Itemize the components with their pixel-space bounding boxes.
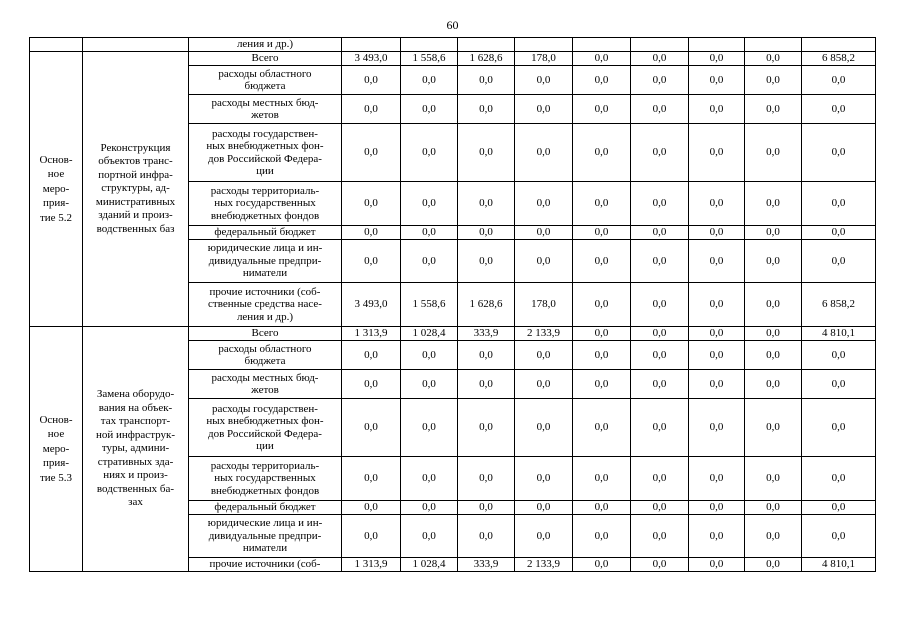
table-row	[30, 327, 876, 341]
value-cell: 1 028,4	[401, 327, 458, 341]
value-cell: 0,0	[689, 283, 745, 327]
source-cell: расходы местных бюд- жетов	[189, 370, 342, 399]
value-cell: 0,0	[745, 515, 802, 558]
value-cell: 0,0	[401, 341, 458, 370]
description-cell: Реконструкция объектов транс- портной инфра- структуры, ад- министративных зданий и произ- водственных баз	[83, 52, 189, 327]
value-cell: 0,0	[802, 182, 876, 226]
value-cell: 0,0	[631, 457, 689, 501]
value-cell: 0,0	[515, 240, 573, 283]
value-cell: 0,0	[401, 399, 458, 457]
value-cell: 0,0	[631, 501, 689, 515]
value-cell: 0,0	[745, 501, 802, 515]
value-cell: 0,0	[689, 501, 745, 515]
value-cell: 0,0	[689, 399, 745, 457]
value-cell: 0,0	[802, 95, 876, 124]
value-cell: 0,0	[401, 370, 458, 399]
value-cell: 1 028,4	[401, 558, 458, 572]
table-row	[30, 52, 876, 66]
value-cell: 0,0	[342, 457, 401, 501]
value-cell: 0,0	[689, 341, 745, 370]
value-cell: 0,0	[802, 66, 876, 95]
value-cell: 0,0	[745, 52, 802, 66]
value-cell: 1 558,6	[401, 283, 458, 327]
value-cell: 0,0	[802, 226, 876, 240]
value-cell	[802, 38, 876, 52]
source-cell: прочие источники (соб-	[189, 558, 342, 572]
value-cell: 0,0	[515, 399, 573, 457]
source-cell: федеральный бюджет	[189, 501, 342, 515]
value-cell: 0,0	[745, 66, 802, 95]
value-cell: 0,0	[745, 283, 802, 327]
value-cell: 0,0	[631, 95, 689, 124]
value-cell: 178,0	[515, 283, 573, 327]
value-cell: 0,0	[458, 124, 515, 182]
value-cell: 0,0	[573, 182, 631, 226]
value-cell: 0,0	[573, 341, 631, 370]
value-cell: 0,0	[631, 182, 689, 226]
value-cell: 0,0	[802, 515, 876, 558]
table-row	[30, 38, 876, 52]
value-cell: 0,0	[573, 66, 631, 95]
source-cell: Всего	[189, 327, 342, 341]
value-cell: 0,0	[342, 124, 401, 182]
value-cell: 0,0	[401, 457, 458, 501]
value-cell: 0,0	[802, 124, 876, 182]
value-cell	[745, 38, 802, 52]
source-cell: Всего	[189, 52, 342, 66]
value-cell: 0,0	[401, 95, 458, 124]
source-cell: ления и др.)	[189, 38, 342, 52]
value-cell: 0,0	[515, 501, 573, 515]
value-cell: 0,0	[631, 240, 689, 283]
value-cell: 4 810,1	[802, 327, 876, 341]
description-cell: Замена оборудо- вания на объек- тах транспорт- ной инфраструк- туры, админи- стративных зда- ниях и произ- водственных ба- зах	[83, 327, 189, 572]
value-cell: 0,0	[689, 370, 745, 399]
value-cell: 0,0	[458, 515, 515, 558]
value-cell: 0,0	[573, 240, 631, 283]
value-cell: 0,0	[342, 226, 401, 240]
value-cell: 0,0	[573, 124, 631, 182]
value-cell: 0,0	[689, 515, 745, 558]
value-cell: 0,0	[689, 66, 745, 95]
event-cell	[30, 38, 83, 52]
value-cell: 0,0	[631, 283, 689, 327]
value-cell: 0,0	[689, 327, 745, 341]
value-cell: 0,0	[573, 370, 631, 399]
value-cell: 1 628,6	[458, 283, 515, 327]
value-cell: 0,0	[802, 240, 876, 283]
value-cell: 0,0	[745, 370, 802, 399]
value-cell: 0,0	[342, 515, 401, 558]
funding-table	[29, 37, 876, 572]
value-cell: 2 133,9	[515, 558, 573, 572]
value-cell: 0,0	[458, 95, 515, 124]
value-cell: 1 313,9	[342, 327, 401, 341]
value-cell: 1 558,6	[401, 52, 458, 66]
value-cell	[458, 38, 515, 52]
value-cell: 0,0	[573, 558, 631, 572]
value-cell: 0,0	[745, 124, 802, 182]
value-cell: 1 628,6	[458, 52, 515, 66]
value-cell: 0,0	[745, 558, 802, 572]
value-cell: 0,0	[631, 341, 689, 370]
value-cell: 0,0	[342, 182, 401, 226]
value-cell: 0,0	[631, 124, 689, 182]
value-cell: 0,0	[689, 52, 745, 66]
value-cell: 333,9	[458, 558, 515, 572]
value-cell: 0,0	[631, 558, 689, 572]
value-cell: 0,0	[573, 95, 631, 124]
value-cell: 0,0	[573, 501, 631, 515]
value-cell: 0,0	[342, 370, 401, 399]
value-cell: 4 810,1	[802, 558, 876, 572]
source-cell: расходы территориаль- ных государственных внебюджетных фондов	[189, 182, 342, 226]
value-cell: 0,0	[458, 370, 515, 399]
value-cell: 0,0	[515, 66, 573, 95]
value-cell: 0,0	[573, 52, 631, 66]
value-cell: 0,0	[458, 66, 515, 95]
value-cell: 0,0	[401, 66, 458, 95]
value-cell: 0,0	[342, 66, 401, 95]
value-cell: 0,0	[515, 457, 573, 501]
value-cell: 0,0	[342, 341, 401, 370]
value-cell: 0,0	[458, 182, 515, 226]
value-cell: 0,0	[745, 182, 802, 226]
value-cell: 0,0	[401, 515, 458, 558]
value-cell: 0,0	[342, 95, 401, 124]
value-cell: 0,0	[458, 457, 515, 501]
value-cell	[631, 38, 689, 52]
value-cell: 0,0	[458, 240, 515, 283]
source-cell: расходы областного бюджета	[189, 66, 342, 95]
value-cell: 0,0	[401, 501, 458, 515]
source-cell: расходы областного бюджета	[189, 341, 342, 370]
source-cell: федеральный бюджет	[189, 226, 342, 240]
value-cell: 0,0	[745, 399, 802, 457]
value-cell: 0,0	[342, 240, 401, 283]
value-cell: 0,0	[745, 327, 802, 341]
value-cell: 3 493,0	[342, 283, 401, 327]
value-cell: 0,0	[689, 240, 745, 283]
value-cell	[342, 38, 401, 52]
source-cell: расходы территориаль- ных государственных внебюджетных фондов	[189, 457, 342, 501]
value-cell: 0,0	[631, 52, 689, 66]
value-cell: 6 858,2	[802, 52, 876, 66]
event-cell: Основ- ное меро- прия- тие 5.2	[30, 52, 83, 327]
value-cell: 0,0	[802, 457, 876, 501]
value-cell: 0,0	[745, 95, 802, 124]
value-cell: 0,0	[802, 370, 876, 399]
value-cell: 0,0	[689, 226, 745, 240]
value-cell: 1 313,9	[342, 558, 401, 572]
value-cell: 0,0	[745, 226, 802, 240]
value-cell	[689, 38, 745, 52]
value-cell: 0,0	[745, 457, 802, 501]
value-cell: 0,0	[573, 515, 631, 558]
value-cell: 0,0	[745, 240, 802, 283]
value-cell	[401, 38, 458, 52]
description-cell	[83, 38, 189, 52]
value-cell: 0,0	[689, 558, 745, 572]
value-cell: 0,0	[401, 182, 458, 226]
value-cell: 0,0	[515, 226, 573, 240]
value-cell: 0,0	[573, 399, 631, 457]
event-cell: Основ- ное меро- прия- тие 5.3	[30, 327, 83, 572]
value-cell: 0,0	[573, 327, 631, 341]
value-cell: 0,0	[515, 124, 573, 182]
value-cell: 0,0	[401, 226, 458, 240]
value-cell: 2 133,9	[515, 327, 573, 341]
source-cell: расходы государствен- ных внебюджетных фон- дов Российской Федера- ции	[189, 399, 342, 457]
value-cell: 0,0	[689, 95, 745, 124]
value-cell: 0,0	[631, 66, 689, 95]
page-number: 60	[446, 18, 459, 32]
value-cell: 0,0	[802, 501, 876, 515]
value-cell: 0,0	[401, 124, 458, 182]
source-cell: юридические лица и ин- дивидуальные предпри- ниматели	[189, 240, 342, 283]
value-cell: 0,0	[631, 226, 689, 240]
value-cell: 0,0	[573, 457, 631, 501]
value-cell: 0,0	[745, 341, 802, 370]
value-cell: 0,0	[573, 283, 631, 327]
value-cell: 0,0	[631, 327, 689, 341]
value-cell	[515, 38, 573, 52]
value-cell: 0,0	[401, 240, 458, 283]
value-cell: 0,0	[689, 457, 745, 501]
source-cell: расходы местных бюд- жетов	[189, 95, 342, 124]
value-cell: 0,0	[515, 341, 573, 370]
value-cell: 0,0	[631, 370, 689, 399]
value-cell: 0,0	[342, 501, 401, 515]
value-cell: 0,0	[689, 182, 745, 226]
value-cell	[573, 38, 631, 52]
value-cell: 0,0	[458, 399, 515, 457]
source-cell: прочие источники (соб- ственные средства насе- ления и др.)	[189, 283, 342, 327]
value-cell: 333,9	[458, 327, 515, 341]
value-cell: 178,0	[515, 52, 573, 66]
value-cell: 0,0	[515, 370, 573, 399]
value-cell: 0,0	[631, 515, 689, 558]
value-cell: 0,0	[573, 226, 631, 240]
value-cell: 0,0	[458, 341, 515, 370]
source-cell: юридические лица и ин- дивидуальные предпри- ниматели	[189, 515, 342, 558]
value-cell: 3 493,0	[342, 52, 401, 66]
value-cell: 0,0	[802, 341, 876, 370]
value-cell: 0,0	[515, 95, 573, 124]
value-cell: 0,0	[515, 515, 573, 558]
value-cell: 0,0	[802, 399, 876, 457]
source-cell: расходы государствен- ных внебюджетных фон- дов Российской Федера- ции	[189, 124, 342, 182]
value-cell: 0,0	[631, 399, 689, 457]
value-cell: 6 858,2	[802, 283, 876, 327]
table-body	[30, 38, 876, 572]
value-cell: 0,0	[342, 399, 401, 457]
value-cell: 0,0	[689, 124, 745, 182]
value-cell: 0,0	[458, 226, 515, 240]
value-cell: 0,0	[458, 501, 515, 515]
value-cell: 0,0	[515, 182, 573, 226]
